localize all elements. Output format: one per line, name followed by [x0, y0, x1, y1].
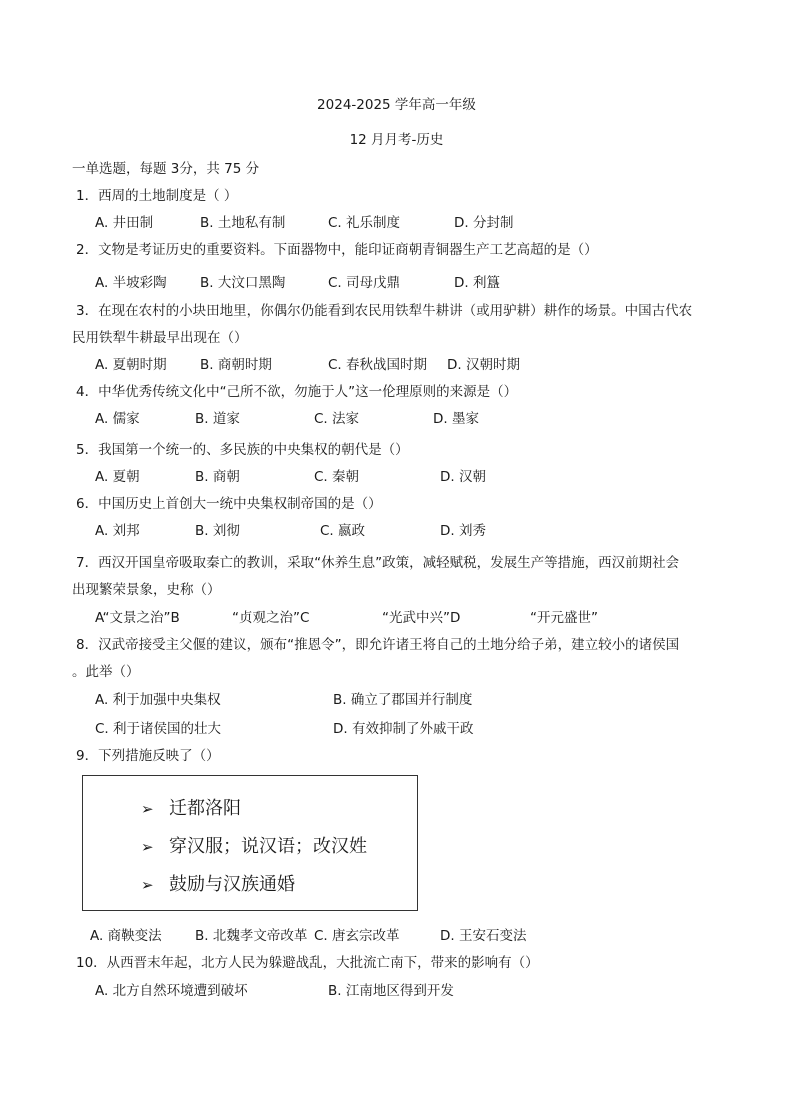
q2-option-b: B. 大汶口黑陶	[200, 275, 286, 291]
q8-option-c: C. 利于诸侯国的壮大	[95, 721, 222, 737]
q7-option-b: “贞观之治”C	[232, 610, 310, 626]
arrow-bullet-icon: ➢	[141, 838, 154, 856]
q4-option-b: B. 道家	[195, 411, 240, 427]
q7-option-a: A“文景之治”B	[95, 610, 180, 626]
q10-option-b: B. 江南地区得到开发	[328, 983, 454, 999]
section-heading: 一单选题，每题 3分，共 75 分	[72, 161, 260, 177]
q3-option-b: B. 商朝时期	[200, 357, 272, 373]
measure-item: 迁都洛阳	[169, 798, 241, 819]
q6-option-b: B. 刘彻	[195, 523, 240, 539]
q3-option-c: C. 春秋战国时期	[328, 357, 428, 373]
q6-option-a: A. 刘邦	[95, 523, 140, 539]
q3-option-a: A. 夏朝时期	[95, 357, 167, 373]
q8-option-b: B. 确立了郡国并行制度	[333, 692, 473, 708]
q5-option-a: A. 夏朝	[95, 469, 140, 485]
title-exam-subject: 12 月月考-历史	[349, 132, 444, 148]
question-6-stem: 6．中国历史上首创大一统中央集权制帝国的是（）	[76, 496, 382, 512]
q7-option-c: “光武中兴”D	[382, 610, 461, 626]
question-8-stem-line1: 8．汉武帝接受主父偃的建议，颁布“推恩令”，即允许诸王将自己的土地分给子弟，建立较小的诸侯国	[76, 637, 680, 653]
arrow-bullet-icon: ➢	[141, 800, 154, 818]
q1-option-b: B. 土地私有制	[200, 215, 286, 231]
q4-option-a: A. 儒家	[95, 411, 140, 427]
arrow-bullet-icon: ➢	[141, 876, 154, 894]
question-10-stem: 10．从西晋末年起，北方人民为躲避战乱，大批流亡南下，带来的影响有（）	[76, 955, 539, 971]
q8-option-d: D. 有效抑制了外戚干政	[333, 721, 474, 737]
q10-option-a: A. 北方自然环境遭到破坏	[95, 983, 248, 999]
question-7-stem-line1: 7．西汉开国皇帝吸取秦亡的教训，采取“休养生息”政策，减轻赋税，发展生产等措施，西汉前期社会	[76, 555, 680, 571]
question-1-stem: 1．西周的土地制度是（ ）	[76, 188, 238, 204]
q5-option-b: B. 商朝	[195, 469, 240, 485]
question-3-stem-line2: 民用铁犁牛耕最早出现在（）	[72, 330, 248, 346]
q9-option-a: A. 商鞅变法	[90, 928, 162, 944]
q7-option-d: “开元盛世”	[530, 610, 598, 626]
q2-option-d: D. 利簋	[454, 275, 500, 291]
q4-option-d: D. 墨家	[433, 411, 479, 427]
q8-option-a: A. 利于加强中央集权	[95, 692, 221, 708]
q9-option-d: D. 王安石变法	[440, 928, 527, 944]
q1-option-c: C. 礼乐制度	[328, 215, 401, 231]
question-8-stem-line2: 。此举（）	[72, 664, 140, 680]
measures-box	[82, 775, 418, 911]
question-9-stem: 9．下列措施反映了（）	[76, 748, 220, 764]
title-year-grade: 2024-2025 学年高一年级	[317, 97, 476, 113]
q5-option-d: D. 汉朝	[440, 469, 486, 485]
q2-option-c: C. 司母戊鼎	[328, 275, 401, 291]
q6-option-c: C. 嬴政	[320, 523, 366, 539]
question-4-stem: 4．中华优秀传统文化中“己所不欲，勿施于人”这一伦理原则的来源是（）	[76, 384, 518, 400]
q1-option-d: D. 分封制	[454, 215, 514, 231]
question-7-stem-line2: 出现繁荣景象，史称（）	[72, 582, 221, 598]
q2-option-a: A. 半坡彩陶	[95, 275, 167, 291]
q6-option-d: D. 刘秀	[440, 523, 486, 539]
q4-option-c: C. 法家	[314, 411, 360, 427]
q1-option-a: A. 井田制	[95, 215, 154, 231]
q9-option-c: C. 唐玄宗改革	[314, 928, 400, 944]
question-5-stem: 5．我国第一个统一的、多民族的中央集权的朝代是（）	[76, 442, 409, 458]
question-2-stem: 2．文物是考证历史的重要资料。下面器物中，能印证商朝青铜器生产工艺高超的是（）	[76, 242, 598, 258]
q3-option-d: D. 汉朝时期	[447, 357, 520, 373]
question-3-stem-line1: 3．在现在农村的小块田地里，你偶尔仍能看到农民用铁犁牛耕讲（或用驴耕）耕作的场景。中国古代农	[76, 303, 693, 319]
q9-option-b: B. 北魏孝文帝改革	[195, 928, 308, 944]
measure-item: 鼓励与汉族通婚	[169, 874, 295, 895]
measure-item: 穿汉服；说汉语；改汉姓	[169, 836, 367, 857]
q5-option-c: C. 秦朝	[314, 469, 360, 485]
